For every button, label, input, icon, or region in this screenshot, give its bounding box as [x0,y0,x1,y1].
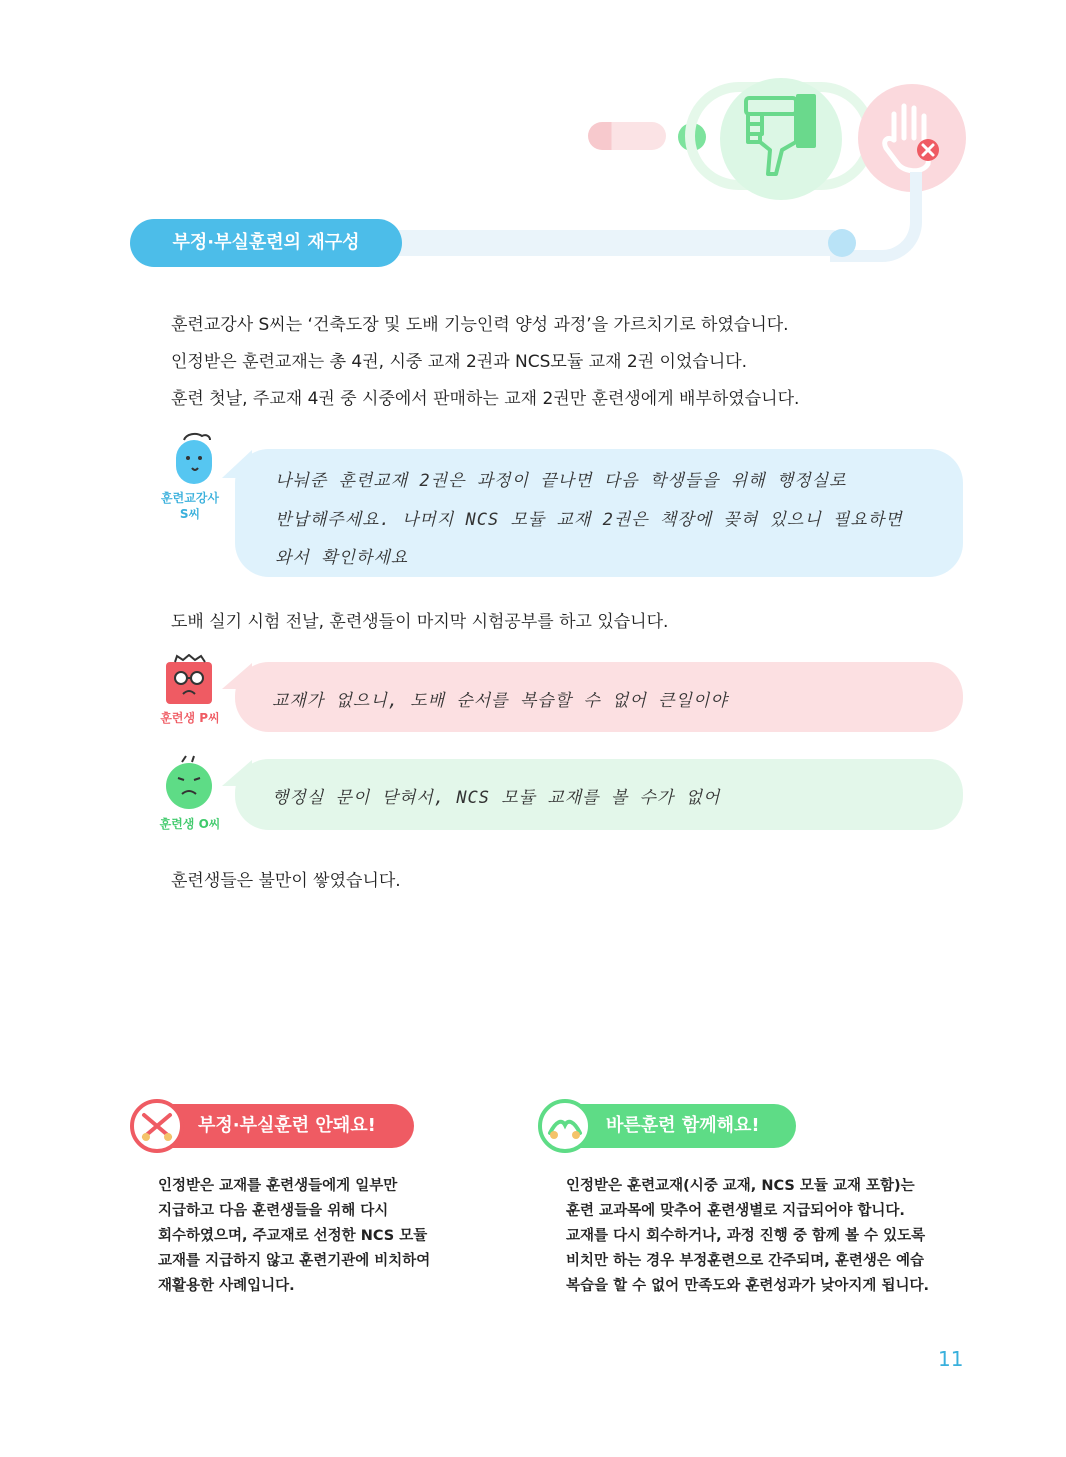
bad-box-line-1: 인정받은 교재를 훈련생들에게 일부만 [158,1178,398,1194]
thumbs-down-icon [720,78,842,200]
page-number: 11 [938,1347,964,1371]
trainee-p-bubble-tail [222,663,252,689]
good-box-line-3: 교재를 다시 회수하거나, 과정 진행 중 함께 볼 수 있도록 [566,1228,926,1244]
trainee-o-bubble-tail [222,760,252,786]
decor-dot-blue [828,229,856,257]
closing-line: 훈련생들은 불만이 쌓였습니다. [171,871,401,891]
bad-box-line-3: 회수하였으며, 주교재로 선정한 NCS 모듈 [158,1228,428,1244]
teacher-speech-line-1: 나눠준 훈련교재 2권은 과정이 끝나면 다음 학생들을 위해 행정실로 [275,471,847,491]
good-box-line-1: 인정받은 훈련교재(시중 교재, NCS 모듈 교재 포함)는 [566,1178,915,1194]
good-box-line-4: 비치만 하는 경우 부정훈련으로 간주되며, 훈련생은 예습 [566,1253,924,1269]
thumbs-down-badge [720,78,842,200]
good-box-text [566,1174,929,1299]
crossed-hands-badge [130,1099,184,1153]
teacher-bubble-tail [222,450,252,478]
bad-training-title: 부정·부실훈련 안돼요! [198,1115,376,1136]
crossed-hands-icon [134,1103,180,1149]
intro-line-3: 훈련 첫날, 주교재 4권 중 시중에서 판매하는 교재 2권만 훈련생에게 배부하였습니다. [171,389,800,409]
middle-line: 도배 실기 시험 전날, 훈련생들이 마지막 시험공부를 하고 있습니다. [171,612,669,632]
teacher-speech-line-2: 반납해주세요. 나머지 NCS 모듈 교재 2권은 책장에 꽂혀 있으니 필요하면 [275,510,903,530]
intro-line-2: 인정받은 훈련교재는 총 4권, 시중 교재 2권과 NCS모듈 교재 2권 이었습니다. [171,352,748,372]
good-training-title: 바른훈련 함께해요! [606,1115,760,1136]
good-training-tag [558,1104,796,1148]
trainee-o-label: 훈련생 O씨 [159,817,221,831]
trainee-o-avatar [162,754,216,814]
good-box-line-2: 훈련 교과목에 맞추어 훈련생별로 지급되어야 합니다. [566,1203,905,1219]
bad-box-line-2: 지급하고 다음 훈련생들을 위해 다시 [158,1203,389,1219]
teacher-label-1: 훈련교강사 [161,491,219,505]
teacher-label-2: S씨 [179,507,201,521]
bad-box-line-4: 교재를 지급하지 않고 훈련기관에 비치하여 [158,1253,431,1269]
trainee-o-speech: 행정실 문이 닫혀서, NCS 모듈 교재를 볼 수가 없어 [272,788,721,808]
trainee-p-speech: 교재가 없으니, 도배 순서를 복습할 수 없어 큰일이야 [272,691,728,711]
handshake-badge [538,1099,592,1153]
bad-box-line-5: 재활용한 사례입니다. [158,1278,295,1294]
intro-line-1: 훈련교강사 S씨는 ‘건축도장 및 도배 기능인력 양성 과정’을 가르치기로 하였습니다. [171,315,789,335]
decor-pill-pink [588,122,666,150]
teacher-speech-line-3: 와서 확인하세요 [275,548,409,568]
decor-bar [395,230,845,256]
section-title: 부정·부실훈련의 재구성 [130,219,402,267]
trainee-p-avatar [163,654,217,710]
teacher-avatar [172,432,222,494]
handshake-icon [542,1103,588,1149]
bad-training-tag [150,1104,414,1148]
good-box-line-5: 복습을 할 수 없어 만족도와 훈련성과가 낮아지게 됩니다. [566,1278,930,1294]
bad-box-text [158,1174,430,1299]
trainee-p-label: 훈련생 P씨 [160,711,220,725]
